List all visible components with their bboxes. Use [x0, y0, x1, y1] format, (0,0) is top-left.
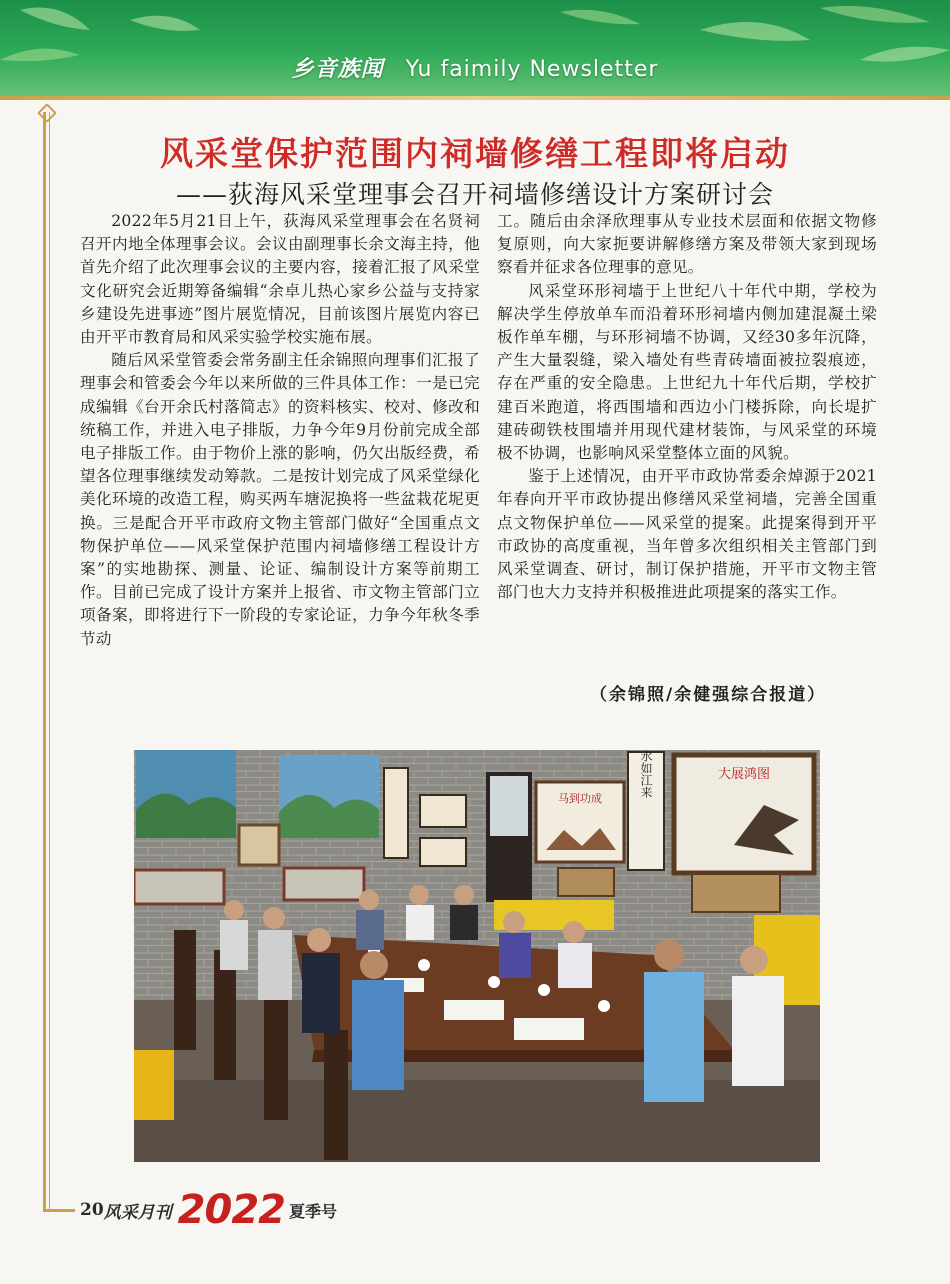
page-footer [80, 1187, 338, 1233]
left-frame-line-inner [49, 112, 50, 1212]
banner-gold-rule [0, 96, 950, 100]
wall-scroll: 水如江来 [639, 750, 653, 798]
banner-title-en: Yu faimily Newsletter [405, 57, 659, 82]
magazine-name: 风采月刊 [103, 1202, 172, 1223]
paragraph: 鉴于上述情况，由开平市政协常委余焯源于2021年春向开平市政协提出修缮风采堂祠墙，完善全国重点文物保护单位——风采堂的提案。此提案得到开平市政协的高度重视，当年曾多次组织相关主管部门到风采堂调查、研讨，制订保护措施，开平市文物主管部门也大力支持并积极推进此项提案的落实工作。 [497, 467, 877, 602]
article-headline: 风采堂保护范围内祠墙修缮工程即将启动 [160, 134, 790, 173]
wall-sign-2: 马到功成 [558, 792, 602, 805]
header-banner [0, 0, 950, 96]
page-number: 20 [80, 1200, 104, 1220]
paragraph: 2022年5月21日上午，荻海风采堂理事会在名贤祠召开内地全体理事会议。会议由副理事长余文海主持，他首先介绍了此次理事会议的主要内容，接着汇报了风采堂文化研究会近期筹备编辑“余卓儿热心家乡公益与支持家乡建设先进事迹”图片展览情况，目前该图片展览内容已由开平市教育局和风采实验学校实施布展。 [80, 212, 480, 347]
right-column [497, 210, 877, 604]
left-frame-line [43, 112, 46, 1212]
paragraph: 随后风采堂管委会常务副主任余锦照向理事们汇报了理事会和管委会今年以来所做的三件具体工作：一是已完成编辑《台开余氏村落简志》的资料核实、校对、修改和统稿工作，并进入电子排版，力争今年9月份前完成全部电子排版工作。由于物价上涨的影响，仍欠出版经费，希望各位理事继续发动筹款。二是按计划完成了风采堂绿化美化环境的改造工程，购买两车塘泥换将一些盆栽花坭更换。三是配合开平市政府文物主管部门做好“全国重点文物保护单位——风采堂保护范围内祠墙修缮工程设计方案”的实地勘探、测量、论证、编制设计方案等前期工作。目前已完成了设计方案并上报省、市文物主管部门立项备案，即将进行下一阶段的专家论证，力争今年秋冬季节动 [80, 351, 480, 648]
article-subheadline: ——荻海风采堂理事会召开祠墙修缮设计方案研讨会 [175, 180, 774, 209]
meeting-photo-illustration [134, 750, 820, 1162]
meeting-photo [134, 750, 820, 1162]
article-byline: （余锦照/余健强综合报道） [590, 685, 827, 705]
frame-knot-ornament [37, 103, 57, 123]
paragraph: 工。随后由余泽欣理事从专业技术层面和依据文物修复原则，向大家扼要讲解修缮方案及带领大家到现场察看并征求各位理事的意见。 [497, 212, 877, 277]
issue-year: 2022 [177, 1187, 285, 1233]
banner-title-cn: 乡音族闻 [291, 57, 384, 82]
issue-season: 夏季号 [289, 1201, 338, 1221]
left-column [80, 210, 480, 651]
banner-title [0, 52, 950, 83]
paragraph: 风采堂环形祠墙于上世纪八十年代中期，学校为解决学生停放单车而沿着环形祠墙内侧加建混凝土梁板作单车棚，与环形祠墙不协调，又经30多年沉降，产生大量裂缝，梁入墙处有些青砖墙面被拉裂痕迹，存在严重的安全隐患。上世纪九十年代后期，学校扩建百米跑道，将西围墙和西边小门楼拆除，向长堤扩建砖砌铁枝围墙并用现代建材装饰，与风采堂的环境极不协调，也影响风采堂整体立面的风貌。 [497, 281, 877, 463]
wall-sign-1: 大展鸿图 [717, 767, 771, 782]
bottom-frame-line [43, 1209, 75, 1212]
